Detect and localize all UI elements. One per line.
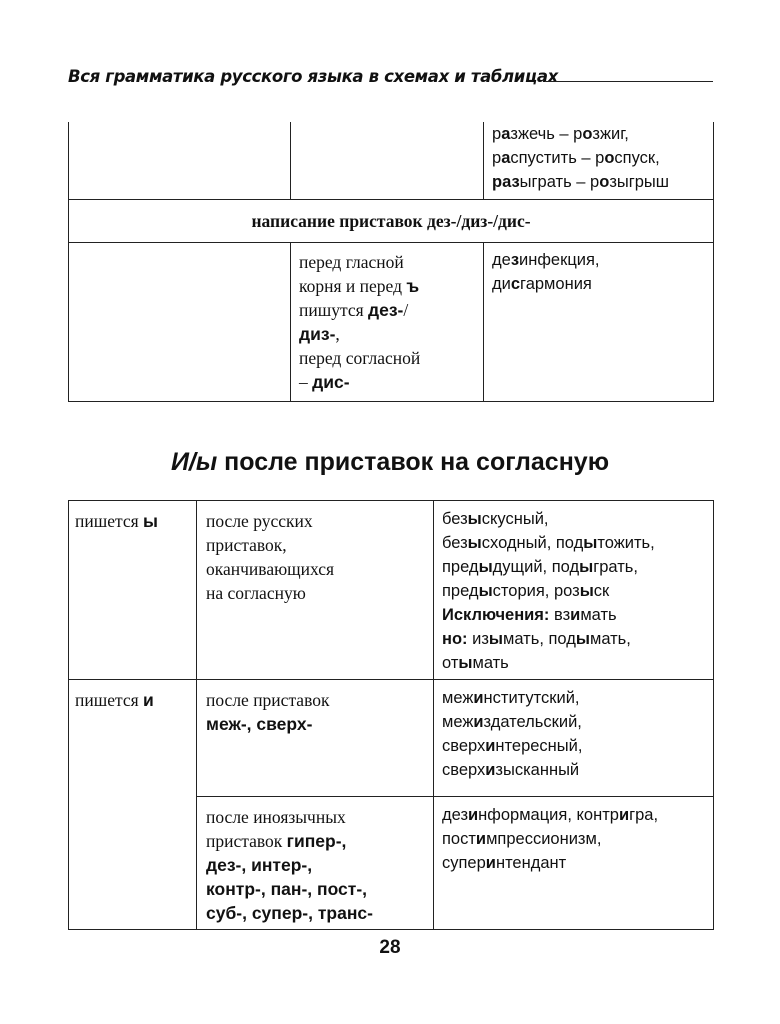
text-line (442, 710, 709, 734)
emphasis: контр-, пан-, пост-, (206, 879, 368, 899)
text-line (442, 803, 709, 827)
text-line (492, 122, 707, 146)
header-rule (546, 81, 713, 82)
text-segment: мать, (589, 630, 631, 648)
text-segment: пост (442, 830, 476, 848)
rule-cell (197, 501, 434, 680)
emphasis: и (475, 830, 487, 848)
text-line (442, 627, 709, 651)
emphasis: и (485, 854, 496, 872)
text-line (442, 555, 709, 579)
emphasis: ы (579, 582, 594, 600)
section-title-italic: И/ы (170, 448, 218, 476)
text-segment: после русских (206, 511, 313, 531)
emphasis: ы (467, 534, 482, 552)
rule-text (206, 688, 429, 736)
rule-cell (197, 797, 434, 930)
text-segment: мать (580, 606, 617, 624)
text-line (442, 686, 709, 710)
emphasis: и (143, 690, 154, 710)
emphasis: о (582, 125, 593, 143)
text-segment: нститутский, (483, 689, 580, 707)
text-segment: зыгрыш (609, 173, 670, 191)
text-segment: вз (549, 606, 571, 624)
emphasis: и (570, 606, 581, 624)
emphasis: с (510, 275, 521, 293)
text-segment: меж (442, 713, 474, 731)
text-segment: р (492, 149, 502, 167)
text-segment: зысканный (495, 761, 580, 779)
label-cell (69, 680, 197, 930)
emphasis: но: (442, 630, 468, 648)
text-segment: спустить – р (510, 149, 605, 167)
examples-text (492, 122, 707, 194)
text-segment: перед согласной (299, 348, 421, 368)
text-segment: мпрессионизм, (486, 830, 602, 848)
section-title (0, 446, 780, 478)
text-segment: гра, (629, 806, 659, 824)
text-line (206, 877, 429, 901)
text-segment: мать (472, 654, 509, 672)
text-segment: после иноязычных (206, 807, 346, 827)
text-segment: пред (442, 582, 479, 600)
rule-cell (291, 243, 484, 402)
text-line (442, 827, 709, 851)
emphasis: и (468, 806, 479, 824)
examples-text (442, 803, 709, 875)
text-segment: нтересный, (495, 737, 583, 755)
text-segment: р (492, 125, 502, 143)
row-label (75, 688, 192, 712)
text-segment: мать, под (503, 630, 576, 648)
text-segment: , (335, 324, 340, 344)
emphasis: и (618, 806, 630, 824)
text-segment: зжечь – р (510, 125, 583, 143)
text-segment: тожить, (597, 534, 655, 552)
emphasis: о (599, 173, 610, 191)
text-segment: ск (593, 582, 610, 600)
emphasis: суб-, супер-, транс- (206, 903, 373, 923)
emphasis: и (485, 761, 496, 779)
emphasis: и (485, 737, 496, 755)
emphasis: дез-, интер-, (206, 855, 313, 875)
text-segment: приставок, (206, 535, 287, 555)
text-segment: без (442, 510, 468, 528)
text-segment: нтендант (495, 854, 567, 872)
text-segment: инфекция, (519, 251, 600, 269)
text-segment: зжиг, (592, 125, 629, 143)
header-title: Вся грамматика русского языка в схемах и таблицах (68, 67, 558, 86)
text-line (75, 688, 192, 712)
emphasis: гипер-, (286, 831, 347, 851)
text-line (442, 734, 709, 758)
section-title-text: после приставок на согласную (217, 448, 610, 476)
page-number: 28 (379, 937, 401, 958)
text-segment: ыграть – р (519, 173, 600, 191)
text-line (206, 853, 429, 877)
emphasis: дис- (312, 372, 350, 392)
text-line (206, 829, 429, 853)
table-cell (291, 122, 484, 200)
emphasis: а (501, 125, 511, 143)
text-segment: супер (442, 854, 486, 872)
examples-text (492, 248, 707, 296)
emphasis: ы (575, 630, 590, 648)
emphasis: о (604, 149, 615, 167)
text-line (206, 688, 429, 712)
text-line (299, 346, 479, 370)
emphasis: и (473, 689, 484, 707)
text-segment: / (403, 300, 409, 320)
examples-cell (434, 501, 714, 680)
emphasis: ы (458, 654, 473, 672)
text-line (442, 651, 709, 675)
text-segment: сверх (442, 737, 486, 755)
emphasis: ы (478, 582, 493, 600)
text-line (206, 533, 429, 557)
table-row (69, 680, 714, 797)
text-line (442, 531, 709, 555)
rule-cell (197, 680, 434, 797)
text-segment: меж (442, 689, 474, 707)
table-row (69, 200, 714, 243)
emphasis: ы (583, 534, 598, 552)
rule-text (299, 250, 479, 394)
examples-text (442, 507, 709, 675)
text-line (299, 250, 479, 274)
table-cell (69, 243, 291, 402)
text-segment: нформация, контр (478, 806, 619, 824)
text-segment: грать, (593, 558, 638, 576)
text-segment: – (299, 372, 313, 392)
text-line (206, 901, 429, 925)
emphasis: ы (488, 630, 504, 648)
emphasis: дез- (368, 300, 404, 320)
text-segment: сходный, под (481, 534, 584, 552)
text-line (206, 581, 429, 605)
emphasis: диз- (299, 324, 336, 344)
text-segment: из (467, 630, 489, 648)
text-line (206, 712, 429, 736)
text-segment: стория, роз (492, 582, 580, 600)
text-segment: пишутся (299, 300, 369, 320)
text-segment: без (442, 534, 468, 552)
text-segment: скусный, (481, 510, 549, 528)
table-row (69, 501, 714, 680)
section-heading-text: написание приставок (251, 211, 428, 231)
text-line (299, 370, 479, 394)
prefix-spelling-table (68, 122, 714, 402)
examples-cell (484, 122, 714, 200)
rule-text (206, 805, 429, 925)
text-line (442, 579, 709, 603)
i-y-after-prefixes-table (68, 500, 714, 930)
text-segment: здательский, (483, 713, 582, 731)
section-heading-row (69, 200, 714, 243)
text-line (442, 603, 709, 627)
examples-text (442, 686, 709, 782)
text-segment: от (442, 654, 459, 672)
examples-cell (484, 243, 714, 402)
text-line (442, 507, 709, 531)
examples-cell (434, 680, 714, 797)
emphasis: ы (478, 558, 493, 576)
table-row (69, 122, 714, 200)
label-cell (69, 501, 197, 680)
row-label (75, 509, 192, 533)
emphasis: ы (467, 510, 482, 528)
emphasis: ы (579, 558, 594, 576)
text-segment: приставок (206, 831, 287, 851)
table-cell (69, 122, 291, 200)
emphasis: ъ (406, 276, 420, 296)
examples-cell (434, 797, 714, 930)
text-line (206, 805, 429, 829)
page-header (68, 66, 713, 88)
section-heading-prefixes: дез-/диз-/дис- (427, 211, 531, 231)
text-segment: пред (442, 558, 479, 576)
text-segment: де (492, 251, 511, 269)
text-segment: пишется (75, 511, 144, 531)
text-line (492, 272, 707, 296)
text-segment: ди (492, 275, 511, 293)
text-segment: оканчивающихся (206, 559, 335, 579)
emphasis: раз (492, 173, 520, 191)
text-line (492, 248, 707, 272)
text-segment: гармония (520, 275, 592, 293)
text-segment: пишется (75, 690, 144, 710)
table-row (69, 243, 714, 402)
text-segment: корня и перед (299, 276, 407, 296)
text-line (206, 557, 429, 581)
text-line (206, 509, 429, 533)
text-line (442, 758, 709, 782)
text-line (299, 298, 479, 322)
text-line (299, 322, 479, 346)
text-segment: дез (442, 806, 469, 824)
text-line (299, 274, 479, 298)
rule-text (206, 509, 429, 605)
text-segment: спуск, (614, 149, 660, 167)
emphasis: меж-, сверх- (206, 714, 313, 734)
emphasis: Исключения: (442, 606, 550, 624)
text-segment: сверх (442, 761, 486, 779)
text-segment: дущий, под (492, 558, 580, 576)
emphasis: з (510, 251, 520, 269)
text-segment: на согласную (206, 583, 306, 603)
text-line (442, 851, 709, 875)
text-segment: перед гласной (299, 252, 404, 272)
text-line (492, 146, 707, 170)
emphasis: и (473, 713, 484, 731)
text-segment: после приставок (206, 690, 330, 710)
emphasis: ы (143, 511, 158, 531)
text-line (492, 170, 707, 194)
text-line (75, 509, 192, 533)
emphasis: а (501, 149, 511, 167)
